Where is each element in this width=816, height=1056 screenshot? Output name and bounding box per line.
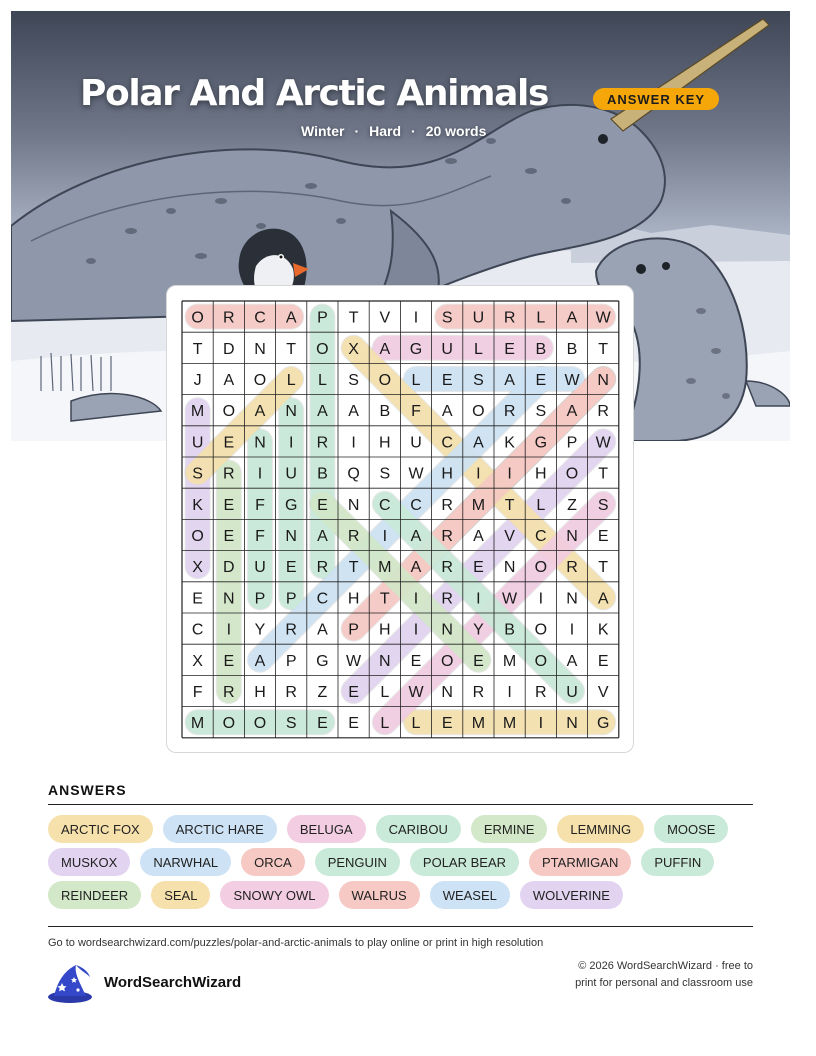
grid-letter[interactable]: P xyxy=(254,590,266,608)
grid-letter[interactable]: W xyxy=(408,684,424,701)
grid-letter[interactable]: N xyxy=(566,528,578,545)
grid-letter[interactable]: T xyxy=(598,340,609,358)
grid-letter[interactable]: P xyxy=(566,434,578,452)
grid-letter[interactable]: P xyxy=(317,309,328,327)
grid-letter[interactable]: Q xyxy=(347,465,360,483)
grid-letter[interactable]: H xyxy=(441,465,453,483)
grid-letter[interactable]: E xyxy=(223,496,235,514)
grid-letter[interactable]: P xyxy=(285,652,297,670)
grid-letter[interactable]: L xyxy=(411,372,421,389)
grid-letter[interactable]: N xyxy=(441,684,453,701)
grid-letter[interactable]: U xyxy=(410,434,422,452)
grid-letter[interactable]: U xyxy=(566,684,578,701)
word-search-grid[interactable] xyxy=(167,286,635,754)
grid-letter[interactable]: L xyxy=(411,715,421,733)
grid-letter[interactable]: M xyxy=(502,715,517,733)
grid-letter[interactable]: A xyxy=(473,434,484,452)
grid-letter[interactable]: O xyxy=(222,715,236,733)
grid-letter[interactable]: E xyxy=(348,715,359,733)
grid-letter[interactable]: A xyxy=(317,403,328,421)
grid-letter[interactable]: A xyxy=(410,559,422,577)
grid-letter[interactable]: Z xyxy=(567,496,577,514)
grid-letter[interactable]: N xyxy=(379,652,391,670)
page-title: Polar And Arctic Animals xyxy=(80,73,549,114)
grid-letter[interactable]: E xyxy=(317,715,328,733)
grid-letter[interactable]: U xyxy=(441,340,453,358)
grid-letter[interactable]: I xyxy=(476,590,481,608)
grid-letter[interactable]: R xyxy=(441,496,453,514)
grid-letter[interactable]: N xyxy=(285,403,297,421)
grid-letter[interactable]: O xyxy=(440,652,454,670)
grid-letter[interactable]: R xyxy=(597,403,609,421)
answer-chip: ERMINE xyxy=(471,815,548,843)
answer-chip: POLAR BEAR xyxy=(410,848,519,876)
grid-letter[interactable]: A xyxy=(254,652,266,670)
grid-letter[interactable]: I xyxy=(538,590,544,608)
grid-letter[interactable]: A xyxy=(597,590,609,608)
grid-letter[interactable]: K xyxy=(597,621,609,639)
grid-letter[interactable]: R xyxy=(347,528,360,545)
grid-letter[interactable]: A xyxy=(566,652,578,670)
grid-letter[interactable]: M xyxy=(378,559,392,577)
grid-letter[interactable]: I xyxy=(476,465,481,483)
grid-letter[interactable]: W xyxy=(595,434,611,452)
grid-letter[interactable]: M xyxy=(190,715,205,733)
grid-letter[interactable]: P xyxy=(285,590,297,608)
grid-letter[interactable]: C xyxy=(379,496,391,514)
grid-letter[interactable]: A xyxy=(379,340,391,358)
grid-letter[interactable]: E xyxy=(504,340,515,358)
grid-letter[interactable]: E xyxy=(285,559,297,577)
footer-divider xyxy=(48,926,753,927)
grid-letter[interactable]: N xyxy=(347,496,360,514)
grid-letter[interactable]: O xyxy=(565,465,579,483)
grid-letter[interactable]: A xyxy=(254,403,266,421)
grid-letter[interactable]: N xyxy=(566,590,578,608)
grid-letter[interactable]: P xyxy=(348,621,359,639)
grid-letter[interactable]: I xyxy=(413,621,419,639)
grid-letter[interactable]: S xyxy=(379,465,391,483)
grid-letter[interactable]: T xyxy=(348,309,359,327)
answer-chip: SEAL xyxy=(151,881,210,909)
grid-letter[interactable]: I xyxy=(507,465,512,483)
grid-letter[interactable]: L xyxy=(380,715,390,733)
grid-letter[interactable]: R xyxy=(441,528,453,545)
grid-letter[interactable]: E xyxy=(597,528,609,545)
grid-letter[interactable]: E xyxy=(223,652,235,670)
grid-letter[interactable]: X xyxy=(192,559,203,577)
copyright-text: © 2026 WordSearchWizard · free to print for personal and classroom use xyxy=(575,960,753,989)
grid-letter[interactable]: X xyxy=(348,340,359,358)
grid-letter[interactable]: N xyxy=(254,434,266,452)
grid-letter[interactable]: R xyxy=(441,590,453,608)
grid-letter[interactable]: E xyxy=(223,528,235,545)
grid-letter[interactable]: E xyxy=(348,684,359,701)
grid-letter[interactable]: S xyxy=(348,372,359,389)
grid-letter[interactable]: R xyxy=(472,684,485,701)
grid-letter[interactable]: A xyxy=(317,621,328,639)
answer-chip: ARCTIC HARE xyxy=(163,815,277,843)
grid-letter[interactable]: I xyxy=(413,590,419,608)
grid-letter[interactable]: B xyxy=(566,340,578,358)
grid-letter[interactable]: L xyxy=(473,340,483,358)
grid-letter[interactable]: B xyxy=(317,465,328,483)
grid-letter[interactable]: R xyxy=(441,559,453,577)
grid-letter[interactable]: A xyxy=(317,528,328,545)
grid-letter[interactable]: M xyxy=(190,403,205,421)
answer-chip: PENGUIN xyxy=(315,848,400,876)
grid-letter[interactable]: N xyxy=(285,528,297,545)
answer-chip: PTARMIGAN xyxy=(529,848,631,876)
grid-letter[interactable]: Y xyxy=(473,621,484,639)
wizard-hat-icon xyxy=(46,963,94,1005)
answer-chip: MOOSE xyxy=(654,815,728,843)
grid-letter[interactable]: C xyxy=(441,434,453,452)
meta-separator: · xyxy=(411,123,416,139)
grid-letter[interactable]: V xyxy=(504,528,515,545)
grid-letter[interactable]: R xyxy=(316,559,329,577)
grid-letter[interactable]: S xyxy=(441,309,453,327)
grid-letter[interactable]: U xyxy=(191,434,204,452)
grid-letter[interactable]: V xyxy=(379,309,391,327)
meta-difficulty: Hard xyxy=(369,123,402,139)
grid-letter[interactable]: A xyxy=(441,403,453,421)
meta-theme: Winter xyxy=(301,123,345,139)
grid-letter[interactable]: O xyxy=(316,340,329,358)
grid-letter[interactable]: M xyxy=(471,496,486,514)
grid-letter[interactable]: R xyxy=(535,684,547,701)
grid-letter[interactable]: H xyxy=(379,434,391,452)
grid-letter[interactable]: S xyxy=(597,496,609,514)
grid-letter[interactable]: A xyxy=(410,528,422,545)
grid-letter[interactable]: M xyxy=(471,715,486,733)
answer-chip: NARWHAL xyxy=(140,848,231,876)
grid-letter[interactable]: D xyxy=(223,559,235,577)
grid-letter[interactable]: L xyxy=(317,372,327,389)
answer-chip: WEASEL xyxy=(430,881,510,909)
grid-letter[interactable]: A xyxy=(473,528,484,545)
puzzle-card xyxy=(166,285,634,753)
grid-letter[interactable]: O xyxy=(191,309,204,327)
grid-letter[interactable]: C xyxy=(191,621,204,639)
grid-letter[interactable]: B xyxy=(535,340,547,358)
grid-letter[interactable]: G xyxy=(534,434,548,452)
grid-letter[interactable]: I xyxy=(569,621,575,639)
grid-letter[interactable]: U xyxy=(254,559,266,577)
grid-letter[interactable]: W xyxy=(502,590,518,608)
grid-letter[interactable]: V xyxy=(597,684,609,701)
grid-letter[interactable]: N xyxy=(223,590,235,608)
grid-letter[interactable]: J xyxy=(193,372,202,389)
grid-letter[interactable]: A xyxy=(566,403,578,421)
grid-letter[interactable]: O xyxy=(378,372,392,389)
answer-chip: LEMMING xyxy=(557,815,644,843)
grid-letter[interactable]: A xyxy=(285,309,297,327)
grid-letter[interactable]: E xyxy=(441,715,453,733)
grid-letter[interactable]: E xyxy=(597,652,609,670)
grid-letter[interactable]: O xyxy=(253,372,267,389)
grid-letter[interactable]: O xyxy=(191,528,204,545)
grid-letter[interactable]: G xyxy=(409,340,423,358)
grid-letter[interactable]: K xyxy=(192,496,203,514)
grid-letter[interactable]: T xyxy=(348,559,359,577)
grid-letter[interactable]: E xyxy=(317,496,328,514)
grid-letter[interactable]: L xyxy=(380,684,390,701)
grid-letter[interactable]: I xyxy=(382,528,388,545)
grid-letter[interactable]: W xyxy=(564,372,580,389)
grid-letter[interactable]: O xyxy=(222,403,236,421)
grid-letter[interactable]: C xyxy=(254,309,266,327)
grid-letter[interactable]: I xyxy=(288,434,294,452)
answer-chip: CARIBOU xyxy=(376,815,461,843)
answer-chip: WOLVERINE xyxy=(520,881,623,909)
grid-letter[interactable]: K xyxy=(504,434,515,452)
grid-letter[interactable]: L xyxy=(286,372,296,389)
grid-letter[interactable]: T xyxy=(504,496,515,514)
grid-letter[interactable]: N xyxy=(597,372,609,389)
meta-word-count: 20 words xyxy=(425,123,487,139)
answer-chip: ARCTIC FOX xyxy=(48,815,153,843)
answer-chip: BELUGA xyxy=(287,815,366,843)
grid-letter[interactable]: I xyxy=(226,621,232,639)
grid-letter[interactable]: T xyxy=(286,340,297,358)
grid-letter[interactable]: S xyxy=(473,372,484,389)
meta-separator: · xyxy=(354,123,360,139)
answer-chip: ORCA xyxy=(241,848,305,876)
grid-letter[interactable]: F xyxy=(255,528,265,545)
grid-letter[interactable]: E xyxy=(535,372,547,389)
grid-letter[interactable]: Z xyxy=(317,684,328,701)
grid-letter[interactable]: A xyxy=(504,372,515,389)
grid-letter[interactable]: T xyxy=(598,465,609,483)
grid-letter[interactable]: E xyxy=(192,590,203,608)
grid-letter[interactable]: O xyxy=(534,621,548,639)
grid-letter[interactable]: S xyxy=(285,715,297,733)
grid-letter[interactable]: A xyxy=(223,372,235,389)
grid-letter[interactable]: I xyxy=(413,309,419,327)
brand-name: WordSearchWizard xyxy=(104,974,242,991)
grid-letter[interactable]: T xyxy=(192,340,203,358)
answer-chip: PUFFIN xyxy=(641,848,714,876)
grid-letter[interactable]: H xyxy=(535,465,547,483)
grid-letter[interactable]: R xyxy=(503,403,516,421)
grid-letter[interactable]: T xyxy=(379,590,390,608)
grid-letter[interactable]: L xyxy=(536,496,546,514)
grid-letter[interactable]: O xyxy=(253,715,267,733)
grid-letter[interactable]: R xyxy=(503,309,516,327)
grid-letter[interactable]: O xyxy=(472,403,485,421)
grid-letter[interactable]: M xyxy=(502,652,517,670)
grid-letter[interactable]: G xyxy=(596,715,610,733)
answer-chip: WALRUS xyxy=(339,881,420,909)
grid-letter[interactable]: E xyxy=(473,559,484,577)
grid-letter[interactable]: I xyxy=(351,434,356,452)
grid-letter[interactable]: E xyxy=(223,434,235,452)
grid-letter[interactable]: C xyxy=(316,590,329,608)
answer-key-badge: ANSWER KEY xyxy=(593,88,719,110)
answers-divider xyxy=(48,804,753,805)
grid-letter[interactable]: T xyxy=(598,559,609,577)
grid-letter[interactable]: E xyxy=(473,652,484,670)
grid-letter[interactable]: B xyxy=(504,621,515,639)
grid-letter[interactable]: R xyxy=(223,309,235,327)
answers-list xyxy=(48,815,753,909)
grid-letter[interactable]: N xyxy=(441,621,453,639)
grid-letter[interactable]: U xyxy=(285,465,297,483)
grid-letter[interactable]: X xyxy=(192,652,203,670)
grid-letter[interactable]: N xyxy=(566,715,578,733)
grid-letter[interactable]: O xyxy=(534,559,548,577)
grid-letter[interactable]: A xyxy=(566,309,578,327)
grid-letter[interactable]: I xyxy=(257,465,263,483)
answer-chip: MUSKOX xyxy=(48,848,130,876)
grid-letter[interactable]: Y xyxy=(254,621,266,639)
answers-heading: ANSWERS xyxy=(48,782,127,798)
grid-letter[interactable]: F xyxy=(411,403,421,421)
grid-letter[interactable]: N xyxy=(503,559,516,577)
grid-letter[interactable]: R xyxy=(566,559,578,577)
grid-letter[interactable]: A xyxy=(348,403,359,421)
grid-letter[interactable]: G xyxy=(284,496,298,514)
grid-letter[interactable]: H xyxy=(347,590,360,608)
grid-letter[interactable]: L xyxy=(536,309,546,327)
grid-letter[interactable]: D xyxy=(223,340,235,358)
grid-letter[interactable]: G xyxy=(316,652,329,670)
grid-letter[interactable]: I xyxy=(507,684,512,701)
grid-letter[interactable]: I xyxy=(538,715,544,733)
grid-letter[interactable]: R xyxy=(223,684,235,701)
grid-letter[interactable]: F xyxy=(192,684,203,701)
grid-letter[interactable]: B xyxy=(379,403,391,421)
grid-letter[interactable]: W xyxy=(408,465,424,483)
grid-letter[interactable]: R xyxy=(285,621,297,639)
grid-letter[interactable]: C xyxy=(410,496,422,514)
grid-letter[interactable]: C xyxy=(535,528,547,545)
grid-letter[interactable]: H xyxy=(254,684,266,701)
grid-letter[interactable]: U xyxy=(472,309,485,327)
grid-letter[interactable]: H xyxy=(379,621,391,639)
grid-letter[interactable]: W xyxy=(346,652,362,670)
grid-letter[interactable]: O xyxy=(534,652,548,670)
grid-letter[interactable]: R xyxy=(223,465,235,483)
grid-letter[interactable]: N xyxy=(254,340,266,358)
puzzle-meta xyxy=(301,123,486,139)
footer-link-text[interactable]: Go to wordsearchwizard.com/puzzles/polar-and-arctic-animals to play online or print in high resolution xyxy=(48,937,544,949)
grid-letter[interactable]: R xyxy=(316,434,329,452)
grid-letter[interactable]: S xyxy=(192,465,203,483)
answer-chip: SNOWY OWL xyxy=(220,881,328,909)
grid-letter[interactable]: W xyxy=(595,309,611,327)
grid-letter[interactable]: R xyxy=(285,684,297,701)
grid-letter[interactable]: E xyxy=(441,372,453,389)
grid-letter[interactable]: F xyxy=(255,496,265,514)
grid-letter[interactable]: S xyxy=(535,403,547,421)
grid-letter[interactable]: E xyxy=(410,652,422,670)
answer-chip: REINDEER xyxy=(48,881,141,909)
